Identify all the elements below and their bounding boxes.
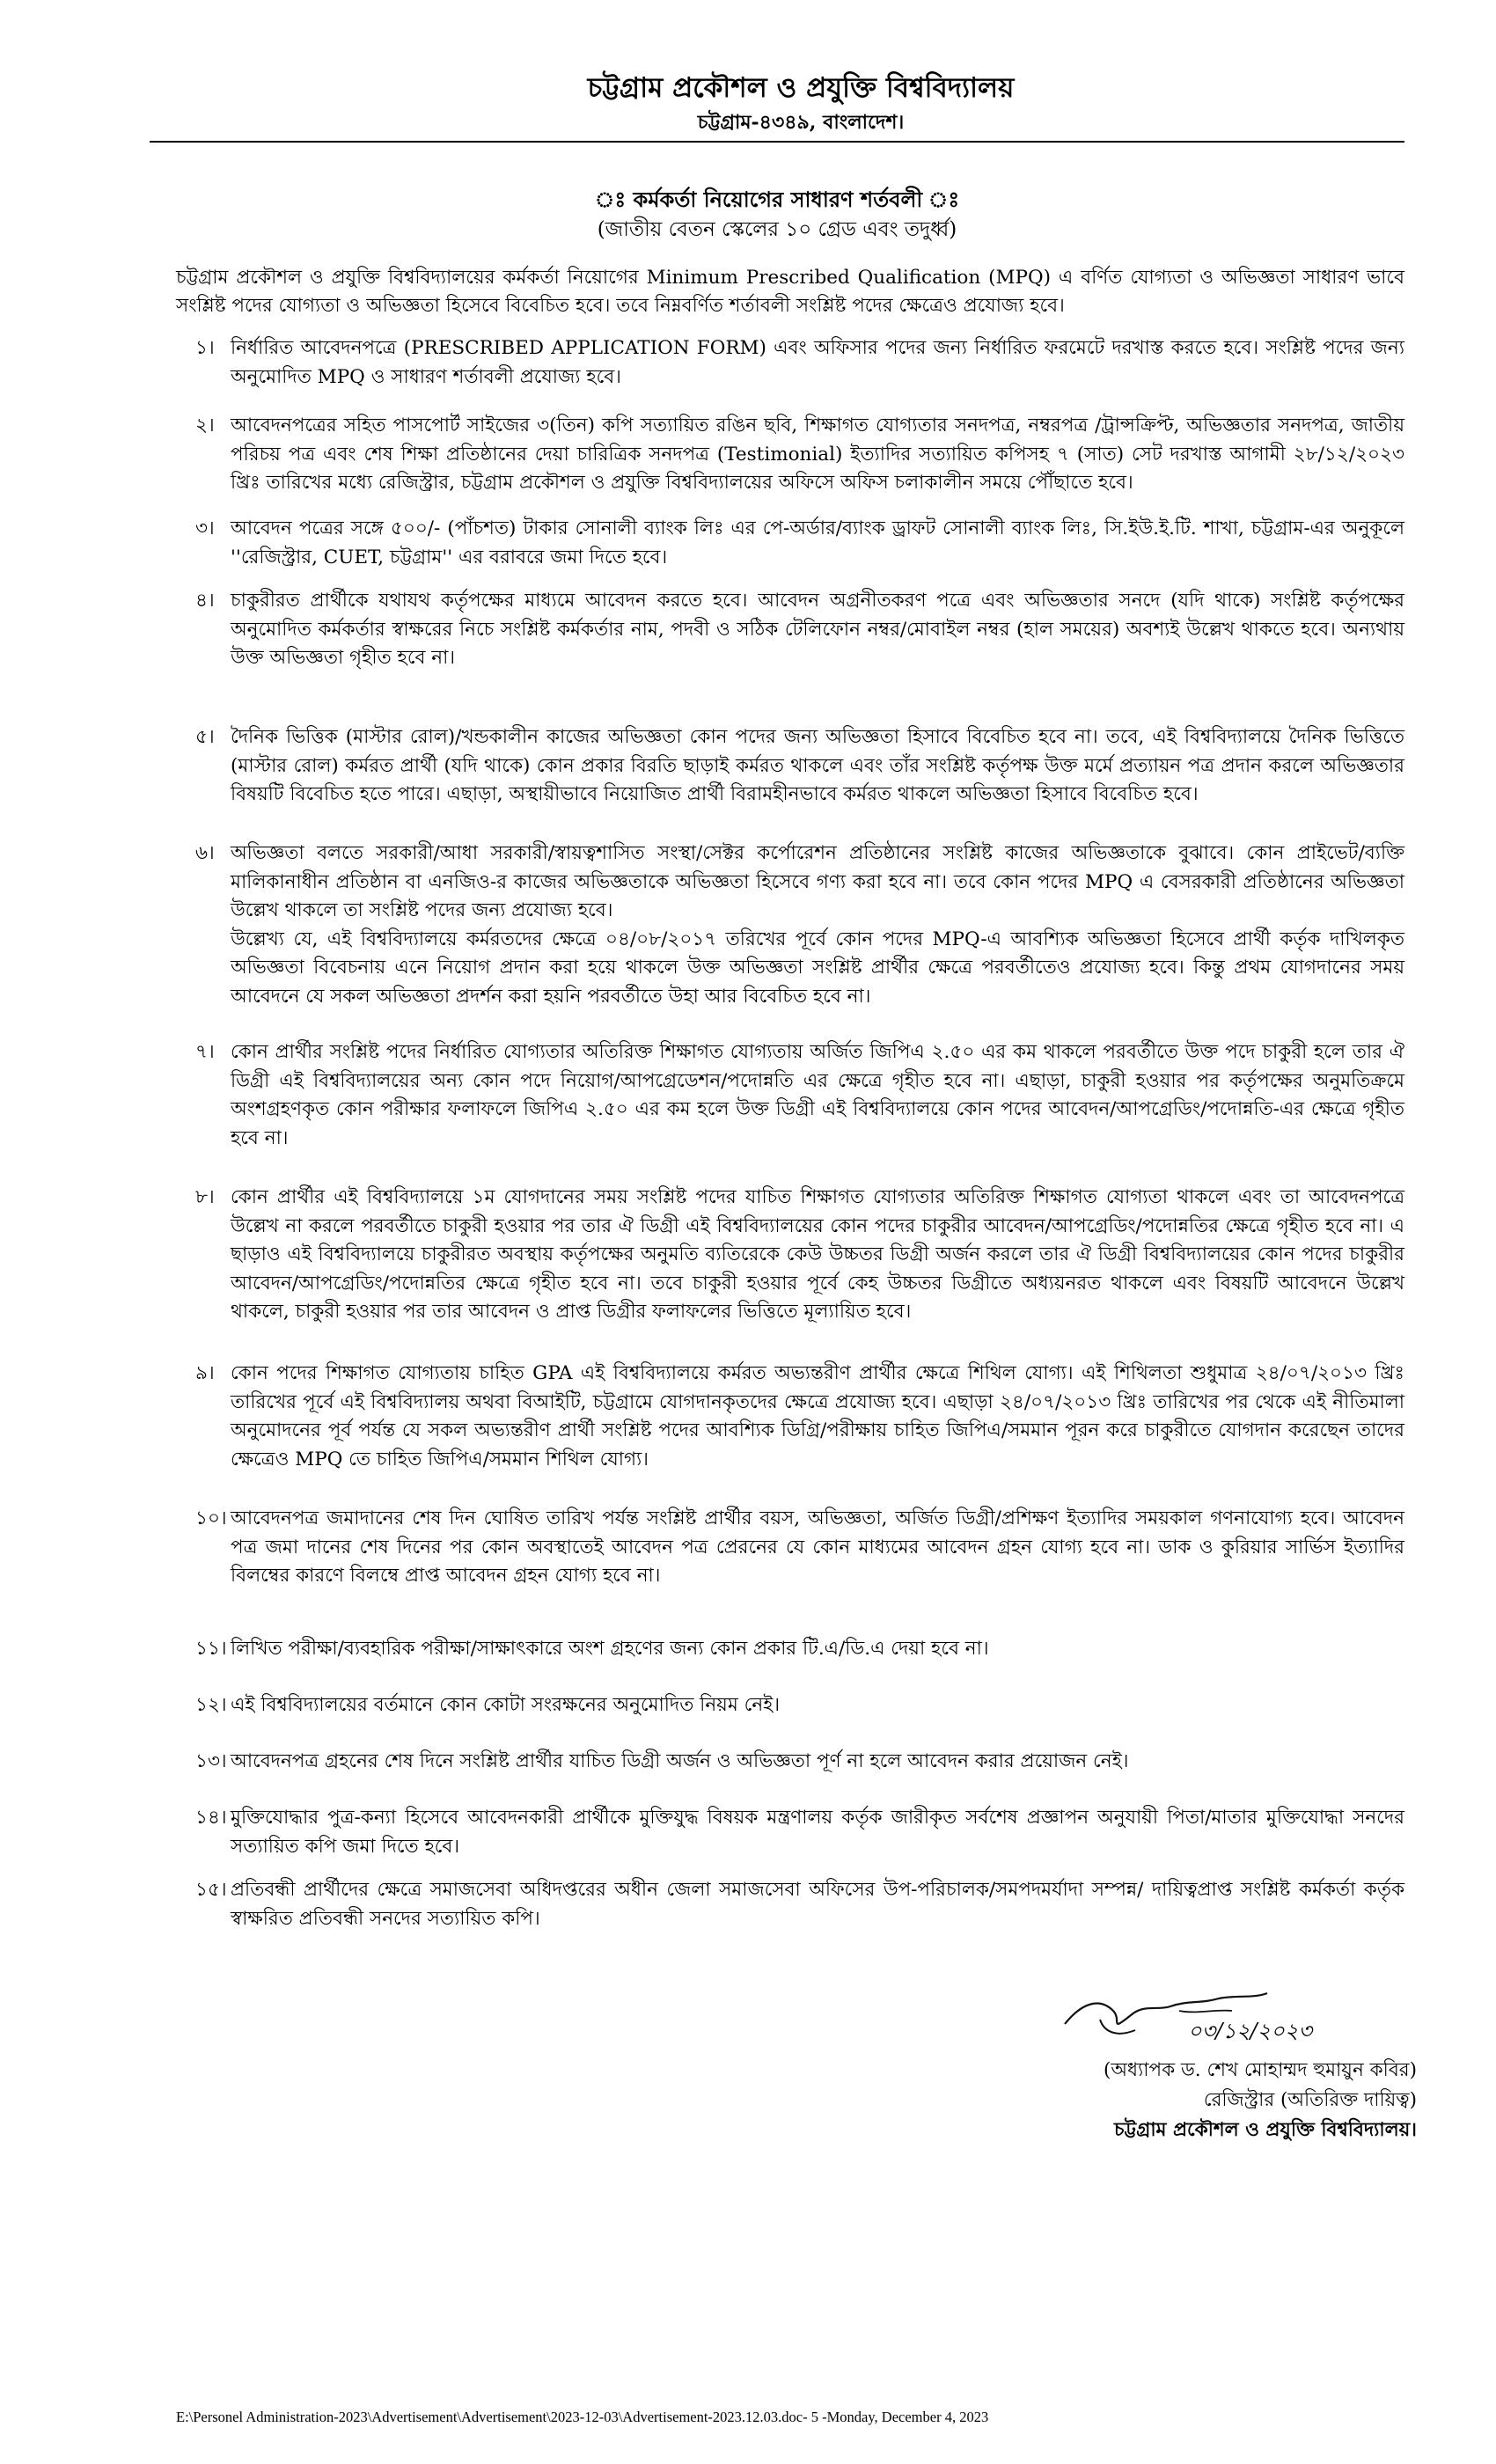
condition-number: ১। xyxy=(195,337,215,359)
condition-number: ১৫। xyxy=(195,1879,227,1901)
condition-number: ৯। xyxy=(195,1362,215,1384)
university-address: চট্টগ্রাম-৪৩৪৯, বাংলাদেশ। xyxy=(697,111,905,134)
document-subtitle: (জাতীয় বেতন স্কেলের ১০ গ্রেড এবং তদুর্ধ্ব) xyxy=(597,218,957,241)
condition-paragraph: লিখিত পরীক্ষা/ব্যবহারিক পরীক্ষা/সাক্ষাৎকারে অংশ গ্রহণের জন্য কোন প্রকার টি.এ/ডি.এ দেয়া হবে না। xyxy=(231,1638,989,1660)
condition-text xyxy=(231,1360,1404,1474)
condition-paragraph: আবেদনপত্রের সহিত পাসপোর্ট সাইজের ৩(তিন) কপি সত্যায়িত রঙিন ছবি, শিক্ষাগত যোগ্যতার সনদপত্র, নম্বরপত্র /ট্রান্সক্রিপ্ট, অভিজ্ঞতার সনদপত্র, জাতীয় পরিচয় পত্র এবং শেষ শিক্ষা প্রতিষ্ঠানের দেয়া চারিত্রিক সনদপত্র (Testimonial) ইত্যাদির সত্যায়িত কপিসহ ৭ (সাত) সেট দরখাস্ত আগামী ২৮/১২/২০২৩ খ্রিঃ তারিখের মধ্যে রেজিস্ট্রার, চট্টগ্রাম প্রকৌশল ও প্রযুক্তি বিশ্ববিদ্যালয়ের অফিসে অফিস চলাকালীন সময়ে পৌঁছাতে হবে। xyxy=(231,414,1404,494)
intro-paragraph: চট্টগ্রাম প্রকৌশল ও প্রযুক্তি বিশ্ববিদ্যালয়ের কর্মকর্তা নিয়োগের Minimum Prescribed Qualification (MPQ) এ বর্ণিত যোগ্যতা ও অভিজ্ঞতা সাধারণ ভাবে সংশ্লিষ্ট পদের যোগ্যতা ও অভিজ্ঞতা হিসেবে বিবেচিত হবে। তবে নিম্নবর্ণিত শর্তাবলী সংশ্লিষ্ট পদের ক্ষেত্রেও প্রযোজ্য হবে। xyxy=(176,267,1404,317)
document-heading xyxy=(150,185,1404,245)
condition-paragraph: কোন প্রার্থীর এই বিশ্ববিদ্যালয়ে ১ম যোগদানের সময় সংশ্লিষ্ট পদের যাচিত শিক্ষাগত যোগ্যতার অতিরিক্ত শিক্ষাগত যোগ্যতা থাকলে এবং তা আবেদনপত্রে উল্লেখ না করলে পরবর্তীতে চাকুরী হওয়ার পর তার ঐ ডিগ্রী এই বিশ্ববিদ্যালয়ের কোন পদের চাকুরীর আবেদন/আপগ্রেডিং/পদোন্নতির ক্ষেত্রে গৃহীত হবে না। এ ছাড়াও এই বিশ্ববিদ্যালয়ে চাকুরীরত অবস্থায় কর্তৃপক্ষের অনুমতি ব্যতিরেকে কেউ উচ্চতর ডিগ্রী অর্জন করলে তার ঐ ডিগ্রী বিশ্ববিদ্যালয়ের কোন পদের চাকুরীর আবেদন/আপগ্রেডিং/পদোন্নতির ক্ষেত্রে গৃহীত হবে না। তবে চাকুরী হওয়ার পূর্বে কেহ উচ্চতর ডিগ্রীতে অধ্যয়নরত থাকলে এবং বিষয়টি আবেদনে উল্লেখ থাকলে, চাকুরী হওয়ার পর তার আবেদন ও প্রাপ্ত ডিগ্রীর ফলাফলের ভিত্তিতে মূল্যায়িত হবে। xyxy=(231,1186,1404,1323)
condition-text xyxy=(231,1876,1404,1933)
condition-number: ৪। xyxy=(195,590,215,612)
condition-paragraph: মুক্তিযোদ্ধার পুত্র-কন্যা হিসেবে আবেদনকারী প্রার্থীকে মুক্তিযুদ্ধ বিষয়ক মন্ত্রণালয় কর্তৃক জারীকৃত সর্বশেষ প্রজ্ঞাপন অনুযায়ী পিতা/মাতার মুক্তিযোদ্ধা সনদের সত্যায়িত কপি জমা দিতে হবে। xyxy=(231,1807,1404,1858)
signatory-name: (অধ্যাপক ড. শেখ মোহাম্মদ হুমায়ুন কবির) xyxy=(1103,2059,1417,2081)
condition-number: ১৪। xyxy=(195,1807,227,1829)
signatory-office: চট্টগ্রাম প্রকৌশল ও প্রযুক্তি বিশ্ববিদ্যালয়। xyxy=(1114,2119,1417,2141)
condition-text xyxy=(231,840,1404,1011)
condition-paragraph: নির্ধারিত আবেদনপত্রে (PRESCRIBED APPLICATION FORM) এবং অফিসার পদের জন্য নির্ধারিত ফরমেটে দরখাস্ত করতে হবে। সংশ্লিষ্ট পদের জন্য অনুমোদিত MPQ ও সাধারণ শর্তাবলী প্রযোজ্য হবে। xyxy=(231,337,1404,388)
condition-paragraph: এই বিশ্ববিদ্যালয়ের বর্তমানে কোন কোটা সংরক্ষনের অনুমোদিত নিয়ম নেই। xyxy=(231,1694,781,1716)
university-name: চট্টগ্রাম প্রকৌশল ও প্রযুক্তি বিশ্ববিদ্যালয় xyxy=(587,72,1015,104)
condition-text xyxy=(231,334,1404,392)
signatory-designation: রেজিস্ট্রার (অতিরিক্ত দায়িত্ব) xyxy=(1203,2089,1417,2111)
condition-text xyxy=(231,587,1404,673)
condition-paragraph: অভিজ্ঞতা বলতে সরকারী/আধা সরকারী/স্বায়ত্বশাসিত সংস্থা/সেক্টর কর্পোরেশন প্রতিষ্ঠানের সংশ্লিষ্ট কাজের অভিজ্ঞতাকে বুঝাবে। কোন প্রাইভেট/ব্যক্তি মালিকানাধীন প্রতিষ্ঠান বা এনজিও-র কাজের অভিজ্ঞতাকে অভিজ্ঞতা হিসেবে গণ্য করা হবে না। তবে কোন পদের MPQ এ বেসরকারী প্রতিষ্ঠানের অভিজ্ঞতা উল্লেখ থাকলে তা সংশ্লিষ্ট পদের জন্য প্রযোজ্য হবে। xyxy=(231,842,1404,921)
letterhead xyxy=(528,69,1074,137)
condition-paragraph: কোন প্রার্থীর সংশ্লিষ্ট পদের নির্ধারিত যোগ্যতার অতিরিক্ত শিক্ষাগত যোগ্যতায় অর্জিত জিপিএ ২.৫০ এর কম থাকলে পরবর্তীতে উক্ত পদে চাকুরী হলে তার ঐ ডিগ্রী এই বিশ্ববিদ্যালয়ের অন্য কোন পদে নিয়োগ/আপগ্রেডেশন/পদোন্নতি এর ক্ষেত্রে গৃহীত হবে না। এছাড়া, চাকুরী হওয়ার পর কর্তৃপক্ষের অনুমতিক্রমে অংশগ্রহণকৃত কোন পরীক্ষার ফলাফলে জিপিএ ২.৫০ এর কম হলে উক্ত ডিগ্রী এই বিশ্ববিদ্যালয়ে কোন পদের আবেদন/আপগ্রেডিং/পদোন্নতি-এর ক্ষেত্রে গৃহীত হবে না। xyxy=(231,1041,1404,1149)
condition-paragraph: আবেদনপত্র গ্রহনের শেষ দিনে সংশ্লিষ্ট প্রার্থীর যাচিত ডিগ্রী অর্জন ও অভিজ্ঞতা পূর্ণ না হলে আবেদন করার প্রয়োজন নেই। xyxy=(231,1750,1129,1772)
header-divider xyxy=(150,141,1404,143)
condition-paragraph: দৈনিক ভিত্তিক (মাস্টার রোল)/খন্ডকালীন কাজের অভিজ্ঞতা কোন পদের জন্য অভিজ্ঞতা হিসাবে বিবেচিত হবে না। তবে, এই বিশ্ববিদ্যালয়ে দৈনিক ভিত্তিতে (মাস্টার রোল) কর্মরত প্রার্থী (যদি থাকে) কোন প্রকার বিরতি ছাড়াই কর্মরত থাকলে এবং তাঁর সংশ্লিষ্ট কর্তৃপক্ষ উক্ত মর্মে প্রত্যায়ন পত্র প্রদান করলে অভিজ্ঞতার বিষয়টি বিবেচিত হতে পারে। এছাড়া, অস্থায়ীভাবে নিয়োজিত প্রার্থী বিরামহীনভাবে কর্মরত থাকলে অভিজ্ঞতা হিসাবে বিবেচিত হবে। xyxy=(231,726,1404,805)
condition-paragraph: কোন পদের শিক্ষাগত যোগ্যতায় চাহিত GPA এই বিশ্ববিদ্যালয়ে কর্মরত অভ্যন্তরীণ প্রার্থীর ক্ষেত্রে শিথিল যোগ্য। এই শিথিলতা শুধুমাত্র ২৪/০৭/২০১৩ খ্রিঃ তারিখের পূর্বে এই বিশ্ববিদ্যালয় অথবা বিআইটি, চট্টগ্রামে যোগদানকৃতদের ক্ষেত্রে প্রযোজ্য হবে। এছাড়া ২৪/০৭/২০১৩ খ্রিঃ তারিখের পর থেকে এই নীতিমালা অনুমোদনের পূর্ব পর্যন্ত যে সকল অভ্যন্তরীণ প্রার্থী সংশ্লিষ্ট পদের আবশ্যিক ডিগ্রি/পরীক্ষায় চাহিত জিপিএ/সমমান পূরন করে চাকুরীতে যোগদান করেছেন তাদের ক্ষেত্রেও MPQ তে চাহিত জিপিএ/সমমান শিথিল যোগ্য। xyxy=(231,1362,1404,1470)
condition-text xyxy=(231,1505,1404,1591)
document-title: ঃ কর্মকর্তা নিয়োগের সাধারণ শর্তবলী ঃ xyxy=(594,187,960,212)
condition-number: ৩। xyxy=(195,517,215,539)
condition-text xyxy=(231,1748,1404,1777)
condition-number: ৮। xyxy=(195,1186,215,1208)
condition-paragraph: চাকুরীরত প্রার্থীকে যথাযথ কর্তৃপক্ষের মাধ্যমে আবেদন করতে হবে। আবেদন অগ্রনীতকরণ পত্রে এবং অভিজ্ঞতার সনদে (যদি থাকে) সংশ্লিষ্ট কর্তৃপক্ষের অনুমোদিত কর্মকর্তার স্বাক্ষরের নিচে সংশ্লিষ্ট কর্মকর্তার নাম, পদবী ও সঠিক টেলিফোন নম্বর/মোবাইল নম্বর (হাল সময়ের) অবশ্যই উল্লেখ থাকতে হবে। অন্যথায় উক্ত অভিজ্ঞতা গৃহীত হবে না। xyxy=(231,590,1404,669)
condition-number: ২। xyxy=(195,414,215,436)
condition-number: ১৩। xyxy=(195,1750,227,1772)
condition-number: ১২। xyxy=(195,1694,227,1716)
condition-number: ৬। xyxy=(195,842,215,864)
condition-paragraph: প্রতিবন্ধী প্রার্থীদের ক্ষেত্রে সমাজসেবা অধিদপ্তরের অধীন জেলা সমাজসেবা অফিসের উপ-পরিচালক/সমপদমর্যাদা সম্পন্ন/ দায়িত্বপ্রাপ্ত সংশ্লিষ্ট কর্মকর্তা কর্তৃক স্বাক্ষরিত প্রতিবন্ধী সনদের সত্যায়িত কপি। xyxy=(231,1879,1404,1930)
condition-number: ৫। xyxy=(195,726,215,748)
condition-paragraph: উল্লেখ্য যে, এই বিশ্ববিদ্যালয়ে কর্মরতদের ক্ষেত্রে ০৪/০৮/২০১৭ তরিখের পূর্বে কোন পদের MPQ-এ আবশ্যিক অভিজ্ঞতা হিসেবে প্রার্থী কর্তৃক দাখিলকৃত অভিজ্ঞতা বিবেচনায় এনে নিয়োগ প্রদান করা হয়ে থাকলে উক্ত অভিজ্ঞতা সংশ্লিষ্ট প্রার্থীর ক্ষেত্রে পরবর্তীতেও প্রযোজ্য হবে। কিন্তু প্রথম যোগদানের সময় আবেদনে যে সকল অভিজ্ঞতা প্রদর্শন করা হয়নি পরবর্তীতে উহা আর বিবেচিত হবে না। xyxy=(231,928,1404,1008)
condition-text xyxy=(231,723,1404,810)
condition-text xyxy=(231,1184,1404,1327)
condition-text xyxy=(231,515,1404,572)
condition-number: ৭। xyxy=(195,1041,215,1063)
condition-text xyxy=(231,1635,1404,1664)
condition-number: ১১। xyxy=(195,1638,227,1660)
condition-text xyxy=(231,1038,1404,1153)
signature-date: ০৩/১২/২০২৩ xyxy=(1188,2019,1312,2043)
condition-paragraph: আবেদন পত্রের সঙ্গে ৫০০/- (পাঁচশত) টাকার সোনালী ব্যাংক লিঃ এর পে-অর্ডার/ব্যাংক ড্রাফট সোনালী ব্যাংক লিঃ, সি.ইউ.ই.টি. শাখা, চট্টগ্রাম-এর অনুকূলে ''রেজিস্ট্রার, CUET, চট্টগ্রাম'' এর বরাবরে জমা দিতে হবে। xyxy=(231,517,1404,568)
condition-text xyxy=(231,1691,1404,1720)
condition-number: ১০। xyxy=(195,1507,227,1529)
file-path-footer: E:\Personel Administration-2023\Advertisement\Advertisement\2023-12-03\Advertisement-2023.12.03.doc- 5 -Monday, December 4, 2023 xyxy=(176,2409,989,2425)
condition-text xyxy=(231,1804,1404,1861)
condition-paragraph: আবেদনপত্র জমাদানের শেষ দিন ঘোষিত তারিখ পর্যন্ত সংশ্লিষ্ট প্রার্থীর বয়স, অভিজ্ঞতা, অর্জিত ডিগ্রী/প্রশিক্ষণ ইত্যাদির সময়কাল গণনাযোগ্য হবে। আবেদন পত্র জমা দানের শেষ দিনের পর কোন অবস্থাতেই আবেদন পত্র প্রেরনের যে কোন মাধ্যমের আবেদন গ্রহন যোগ্য হবে না। ডাক ও কুরিয়ার সার্ভিস ইত্যাদির বিলম্বের কারণে বিলম্বে প্রাপ্ত আবেদন গ্রহন যোগ্য হবে না। xyxy=(231,1507,1404,1587)
condition-text xyxy=(231,412,1404,498)
